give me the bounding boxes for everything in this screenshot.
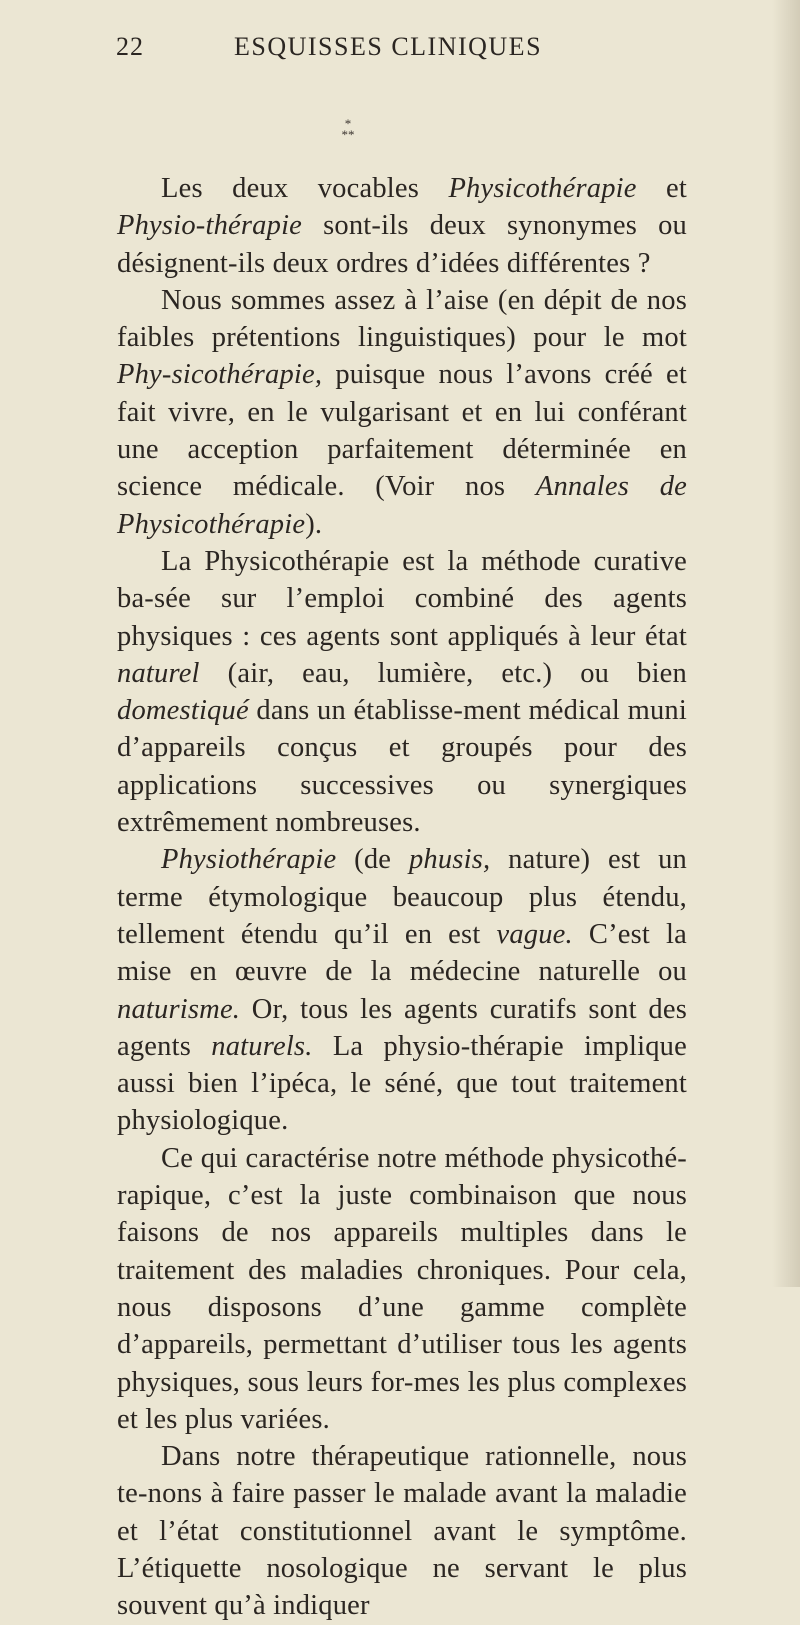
- term-naturisme: naturisme.: [117, 993, 241, 1025]
- paragraph-6: Dans notre thérapeutique rationnelle, nous te-nons à faire passer le malade avant la maladie et l’état constitutionnel avant le symptôme. L’étiquette nosologique ne servant le plus souvent qu’à indiquer: [117, 1441, 687, 1622]
- term-physicotherapie: Physicothérapie: [448, 173, 637, 204]
- page-header: [116, 32, 716, 68]
- asterism-separator: [330, 118, 366, 148]
- body-text: [117, 170, 687, 1625]
- term-naturels: naturels.: [211, 1030, 313, 1062]
- term-physicotherapie: Phy-sicothérapie,: [117, 359, 323, 391]
- term-phusis: phusis,: [408, 844, 491, 876]
- term-vague: vague.: [496, 918, 573, 950]
- asterism-top: *: [344, 116, 352, 131]
- paragraph-5: Ce qui caractérise notre méthode physicothé-rapique, c’est la juste combinaison que nous faisons de nos appareils multiples dans le traitement des maladies chroniques. Pour cela, nous disposons d’une gamme complète d’appareils, permettant d’utiliser tous les agents physiques, sous leurs for-mes les plus complexes et les plus variées.: [117, 1142, 687, 1435]
- term-domestique: domestiqué: [117, 695, 249, 727]
- term-physiotherapie: Physio-thérapie: [117, 210, 303, 242]
- term-physiotherapie: Physiothérapie: [161, 844, 337, 876]
- term-naturel: naturel: [117, 657, 200, 689]
- asterism-bottom: **: [341, 127, 355, 142]
- page-number: 22: [116, 32, 144, 61]
- paragraph-4: Physiothérapie (de phusis, nature) est un terme étymologique beaucoup plus étendu, tellement étendu qu’il en est vague. C’est la mise en œuvre de la médecine naturelle ou naturisme. Or, tous les agents curatifs sont des agents naturels. La physio-thérapie implique aussi bien l’ipéca, le séné, que tout traitement physiologique.: [117, 844, 688, 1137]
- paragraph-2: Nous sommes assez à l’aise (en dépit de nos faibles prétentions linguistiques) pour le mot Phy-sicothérapie, puisque nous l’avons créé et fait vivre, en le vulgarisant et en lui conférant une acception parfaitement déterminée en science médicale. (Voir nos Annales de Physicothérapie).: [117, 284, 687, 540]
- paragraph-1: Les deux vocables Physicothérapie et Physio-thérapie sont-ils deux synonymes ou désignent-ils deux ordres d’idées différentes ?: [117, 173, 687, 279]
- running-title: ESQUISSES CLINIQUES: [234, 32, 543, 61]
- paragraph-3: La Physicothérapie est la méthode curative ba-sée sur l’emploi combiné des agents physiques : ces agents sont appliqués à leur état naturel (air, eau, lumière, etc.) ou bien domestiqué dans un établisse-ment médical muni d’appareils conçus et groupés pour des applications successives ou synergiques extrêmement nombreuses.: [117, 545, 687, 839]
- journal-title: Annales de Physicothérapie: [117, 471, 687, 540]
- page-edge-shadow: [772, 0, 800, 1287]
